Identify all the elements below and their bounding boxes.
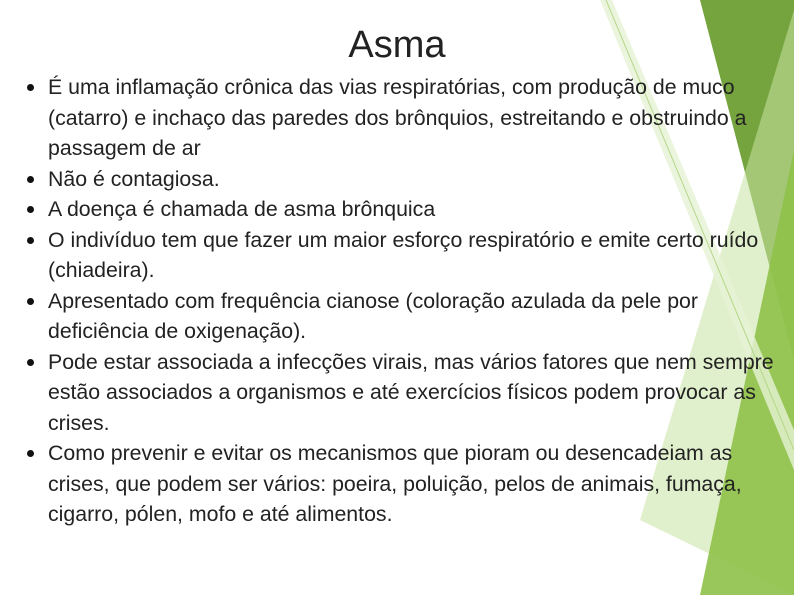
bullet-dot-icon [27, 176, 34, 183]
bullet-dot-icon [27, 237, 34, 244]
slide-title: Asma [348, 24, 446, 66]
bullet-text: Como prevenir e evitar os mecanismos que pioram ou desencadeiam as crises, que podem ser vários: poeira, poluição, pelos de animais, fumaça, cigarro, pólen, mofo e até alimentos. [48, 441, 742, 526]
bullet-item [27, 438, 787, 530]
bullet-text: Não é contagiosa. [48, 166, 220, 191]
bullet-dot-icon [27, 84, 34, 91]
bullet-item [27, 72, 787, 164]
bullet-item [27, 194, 787, 225]
bullet-text: Pode estar associada a infecções virais, mas vários fatores que nem sempre estão associados a organismos e até exercícios físicos podem provocar as crises. [48, 349, 774, 435]
bullet-dot-icon [27, 206, 34, 213]
bullet-text: Apresentado com frequência cianose (coloração azulada da pele por deficiência de oxigenação). [48, 288, 698, 343]
bullet-text: A doença é chamada de asma brônquica [48, 197, 436, 221]
bullet-item [27, 347, 787, 439]
bullet-item [27, 286, 787, 347]
bullet-text: É uma inflamação crônica das vias respiratórias, com produção de muco (catarro) e inchaço das paredes dos brônquios, estreitando e obstruindo a passagem de ar [48, 75, 747, 160]
bullet-dot-icon [27, 450, 34, 457]
bullet-item [27, 225, 787, 286]
bullet-dot-icon [27, 359, 34, 366]
bullet-text: O indivíduo tem que fazer um maior esforço respiratório e emite certo ruído (chiadeira). [48, 227, 759, 282]
bullet-item [27, 164, 787, 195]
bullet-dot-icon [27, 298, 34, 305]
bullet-list [27, 72, 787, 530]
